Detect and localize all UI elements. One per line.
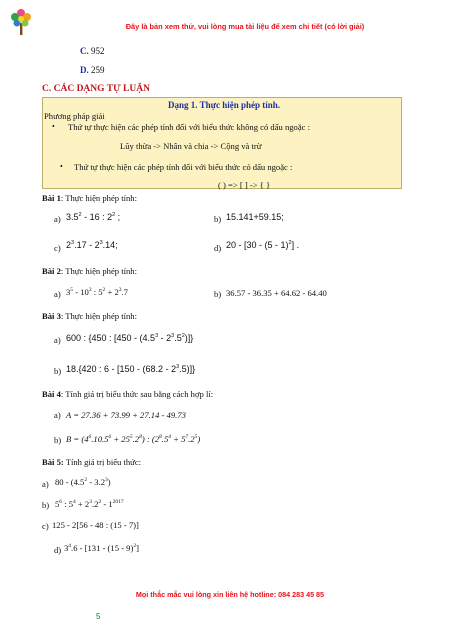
label-c: c) <box>42 521 49 531</box>
expr-3a: 600 : {450 : $[450 - (4.5^3 - 2^3.5^2)]$} <box>66 333 194 343</box>
hotline-footer: Mọi thắc mắc vui lòng xin liên hệ hotline: 084 283 45 85 <box>135 590 325 599</box>
label-b: b) <box>54 366 62 376</box>
label-a: a) <box>54 335 61 345</box>
label-a: a) <box>54 410 61 420</box>
expr-5a: $80 - (4.5^2 - 3.2^3)$ <box>55 477 111 487</box>
label-c: c) <box>54 243 61 253</box>
expr-5c: 125 - 2[56 - 48 : (15 - 7)] <box>52 520 139 530</box>
preview-notice: Đây là bản xem thử, vui lòng mua tài liệu để xem chi tiết (có lời giải) <box>125 22 365 31</box>
method-heading: Phương pháp giải <box>44 111 105 121</box>
expr-1a: $3.5^2 - 16$ : $2^2$ ; <box>66 212 121 222</box>
exercise-5-heading: Bài 5: Tính giá trị biểu thức: <box>42 457 142 467</box>
expr-1c: $2^3.17 - 2^3.14$; <box>66 240 118 250</box>
label-b: b) <box>214 214 222 224</box>
box-title: Dạng 1. Thực hiện phép tính. <box>167 100 281 110</box>
bullet-text-2: Thứ tự thực hiện các phép tính đối với biểu thức có dấu ngoặc : <box>74 162 293 172</box>
exercise-4-heading: Bài 4: Tính giá trị biểu thức sau bằng cách hợp lí: <box>42 389 214 399</box>
order-brackets: ( ) => [ ] -> { } <box>218 180 271 190</box>
label-b: b) <box>42 500 50 510</box>
label-d: d) <box>214 243 222 253</box>
label-b: b) <box>214 289 222 299</box>
expr-4a: A = 27.36 + 73.99 + 27.14 - 49.73 <box>66 410 186 420</box>
order-no-brackets: Lũy thừa -> Nhân và chia -> Cộng và trừ <box>120 141 262 151</box>
expr-4b: $B = (4^6.10.5^6 + 25^5.2^8)$ : $(2^8.5^4 + 5^7.2^5)$ <box>66 434 201 444</box>
expr-5b: $5^6$ : $5^4 + 2^3.2^2 - 1^{2017}$ <box>55 499 124 509</box>
section-title: C. CÁC DẠNG TỰ LUẬN <box>42 84 150 94</box>
label-a: a) <box>54 214 61 224</box>
exercise-2-heading: Bài 2: Thực hiện phép tính: <box>42 266 137 276</box>
expr-3b: 18.{420 : $6 - [150 - (68.2 - 2^3.5)]$} <box>66 364 196 374</box>
exercise-3-heading: Bài 3: Thực hiện phép tính: <box>42 311 137 321</box>
label-d: d) <box>54 545 62 555</box>
expr-1d: 20 - [30 - (5 - 1)$^2$] . <box>226 240 300 250</box>
option-c: C. 952 <box>80 46 105 56</box>
option-d: D. 259 <box>80 65 105 75</box>
expr-2a: $3^5 - 10^2$ : $5^2 + 2^3.7$ <box>66 287 128 297</box>
label-a: a) <box>54 289 61 299</box>
tree-logo-icon <box>8 6 34 36</box>
label-a: a) <box>42 479 49 489</box>
bullet-icon: • <box>60 162 63 171</box>
bullet-text-1: Thứ tự thực hiện các phép tính đối với biểu thức không có dấu ngoặc : <box>68 122 311 132</box>
page-number: 5 <box>96 612 101 621</box>
bullet-icon: • <box>52 122 55 131</box>
expr-5d: $3^4.6 - [131 - (15 - 9)^2]$ <box>64 543 139 553</box>
exercise-1-heading: Bài 1: Thực hiện phép tính: <box>42 193 137 203</box>
expr-1b: 15.141+59.15; <box>226 212 284 222</box>
expr-2b: 36.57 - 36.35 + 64.62 - 64.40 <box>226 288 327 298</box>
label-b: b) <box>54 435 62 445</box>
